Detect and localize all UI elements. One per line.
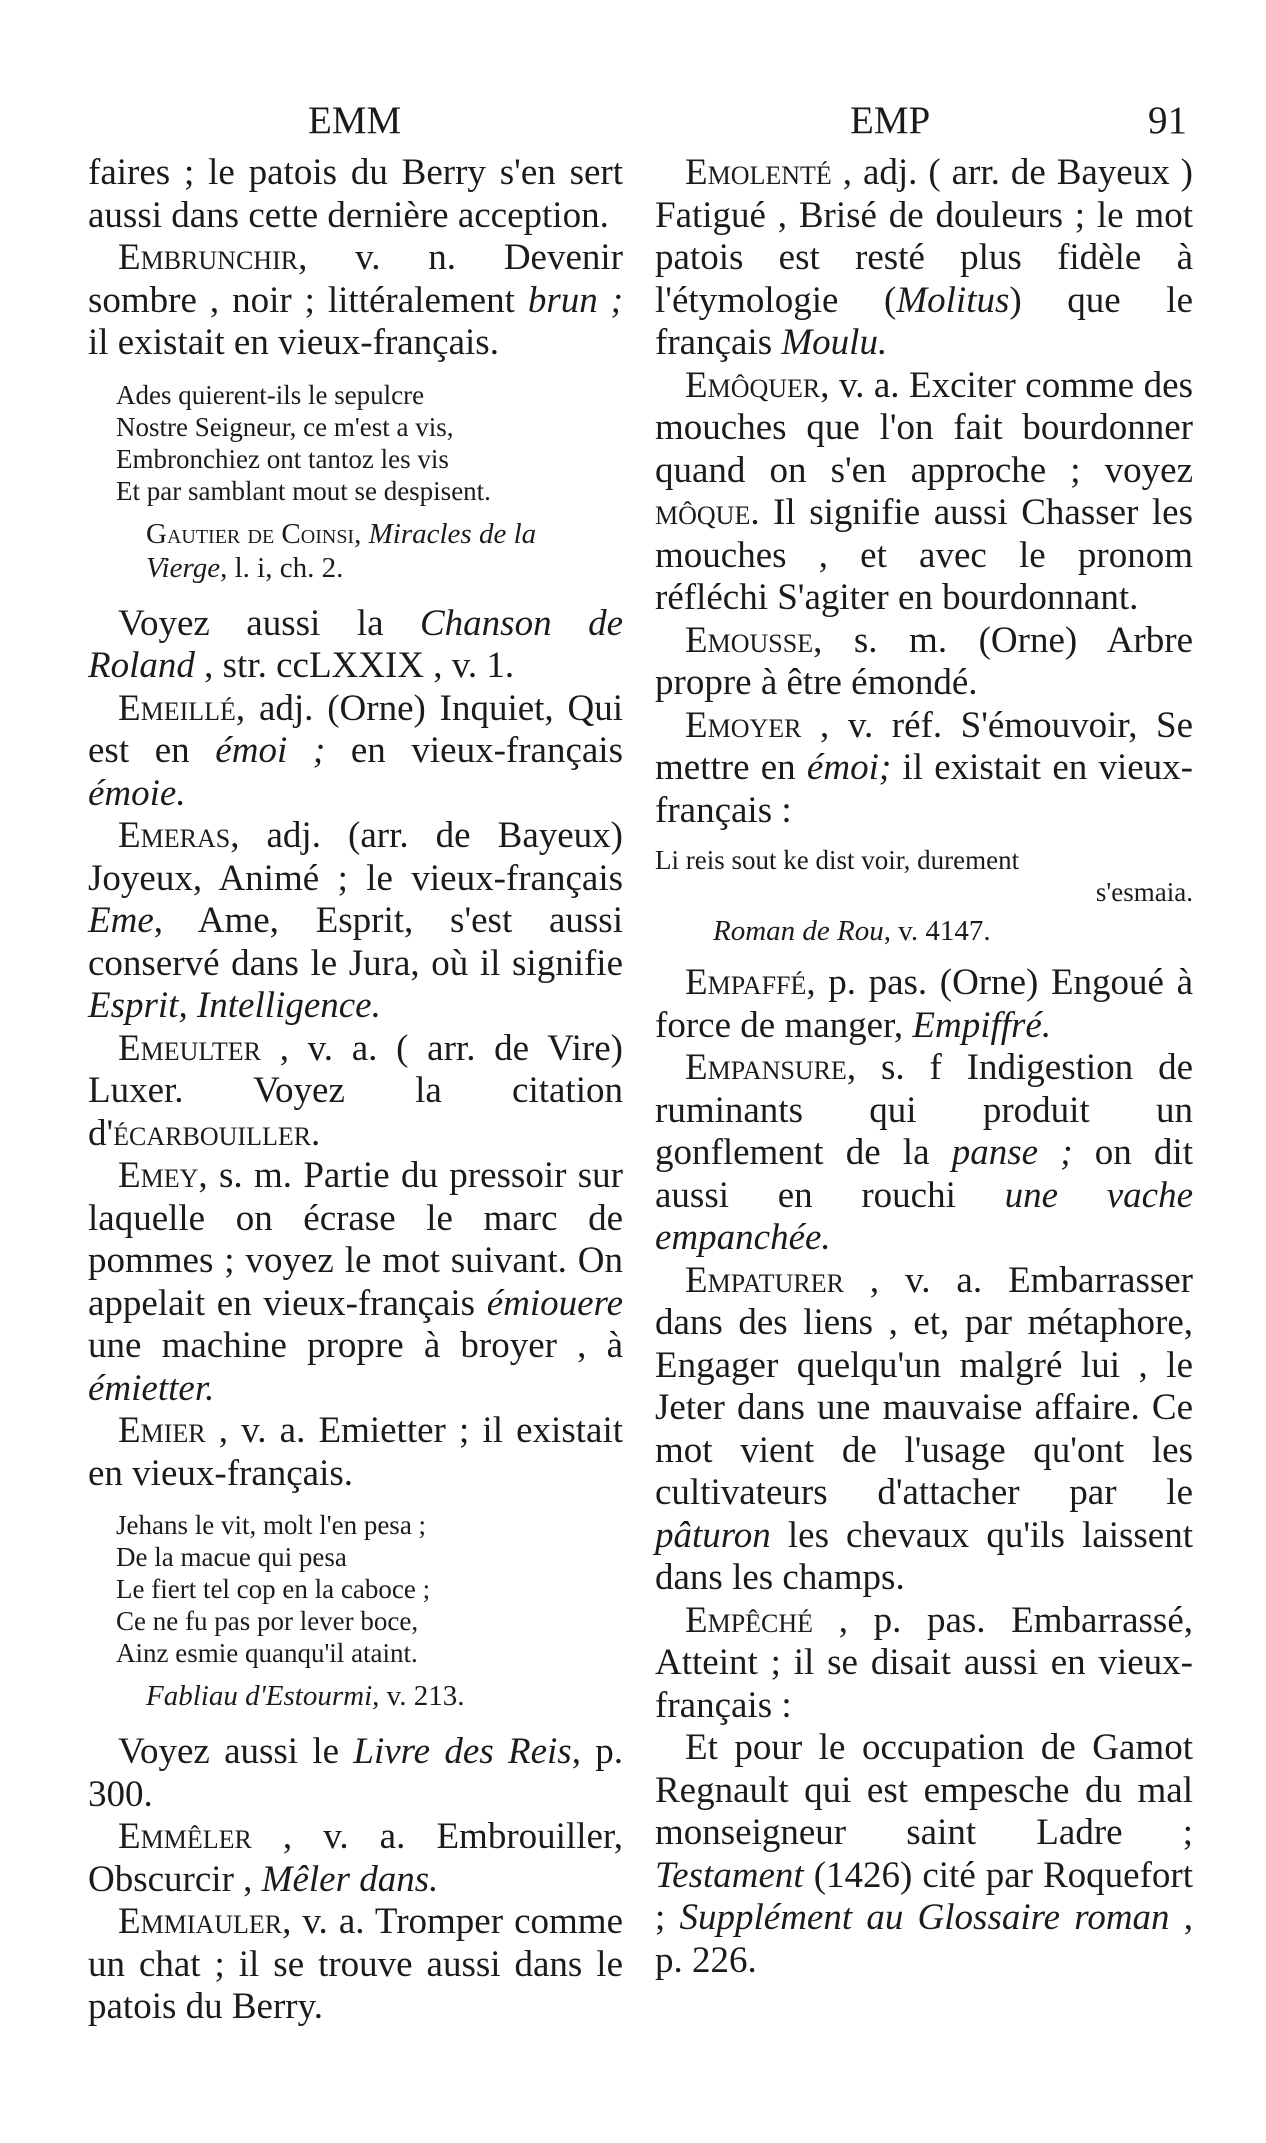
entry-emey: Emey, s. m. Partie du pressoir sur laquelle on écrase le marc de pommes ; voyez le mot suivant. On appelait en vieux-français émiouere une machine propre à broyer , à émietter. xyxy=(88,1155,623,1409)
right-column xyxy=(655,152,1193,1982)
entry-emeille: Emeillé, adj. (Orne) Inquiet, Qui est en émoi ; en vieux-français émoie. xyxy=(88,687,623,814)
page-number: 91 xyxy=(1148,99,1187,142)
verse-line: Embronchiez ont tantoz les vis xyxy=(116,443,449,474)
verse-line: Li reis sout ke dist voir, durement xyxy=(655,845,1020,875)
entry-emmiauler: Emmiauler, v. a. Tromper comme un chat ; il se trouve aussi dans le patois du Berry. xyxy=(88,1901,623,2027)
verse-line: Ainz esmie quanqu'il ataint. xyxy=(116,1638,418,1668)
cross-reference: écarbouiller. xyxy=(113,1112,321,1154)
entry-body: Emier , v. a. Emietter ; il existait en vieux-français. xyxy=(88,1410,623,1494)
entry-body: Emoyer , v. réf. S'émouvoir, Se mettre en émoi; il existait en vieux-français : xyxy=(655,704,1193,831)
headword: Emmiauler xyxy=(118,1901,283,1942)
entry-emmeler: Emmêler , v. a. Embrouiller, Obscurcir , Mêler dans. xyxy=(88,1816,623,1900)
verse-line: Nostre Seigneur, ce m'est a vis, xyxy=(116,411,454,442)
entry-body: Empêché , p. pas. Embarrassé, Atteint ; il se disait aussi en vieux-français : xyxy=(655,1599,1193,1726)
entry-emoquer: Emôquer, v. a. Exciter comme des mouches que l'on fait bourdonner quand on s'en approche ; voyez môque. Il signifie aussi Chasser les mouches , et avec le pronom réfléchi S'agiter en bourdonnant. xyxy=(655,364,1193,618)
entry-body: Voyez aussi la Chanson de Roland , str. ccLXXIX , v. 1. xyxy=(88,602,623,686)
verse-line: Ades quierent-ils le sepulcre xyxy=(116,379,425,410)
verse-line: s'esmaia. xyxy=(1095,877,1193,907)
quotation-source: Gautier de Coinsi, Miracles de la Vierge, l. i, ch. 2. xyxy=(146,517,537,584)
prose-citation: Et pour le occupation de Gamot Regnault qui est empesche du mal monseigneur saint Ladre ; Testament (1426) cité par Roquefort ; Supplément au Glossaire roman , p. 226. xyxy=(655,1727,1194,1981)
entry-body: Embrunchir, v. n. Devenir sombre , noir ; littéralement brun ; il existait en vieux-français. xyxy=(88,237,623,363)
headword: Empansure xyxy=(685,1047,847,1088)
verse-quotation xyxy=(655,844,1193,908)
headword: Empaturer xyxy=(685,1259,844,1301)
entry-empaturer: Empaturer , v. a. Embarrasser dans des liens , et, par métaphore, Engager quelqu'un malgré lui , le Jeter dans une mauvaise affaire. Ce mot vient de l'usage qu'ont les cultivateurs d'attacher par le pâturon les chevaux qu'ils laissent dans les champs. xyxy=(655,1259,1193,1598)
running-header xyxy=(0,98,1266,150)
headword: Emey xyxy=(118,1155,199,1196)
cross-reference: môque xyxy=(655,492,751,533)
entry-emier xyxy=(88,1410,623,1816)
entry-embrunchir xyxy=(88,237,623,688)
entry-empeche xyxy=(655,1600,1193,1983)
headword: Emier xyxy=(118,1410,206,1451)
quotation-source: Fabliau d'Estourmi, v. 213. xyxy=(146,1680,465,1712)
header-left-catchword: EMM xyxy=(308,99,402,142)
entry-emolente: Emolenté , adj. ( arr. de Bayeux ) Fatigué , Brisé de douleurs ; le mot patois est resté plus fidèle à l'étymologie (Molitus) que le français Moulu. xyxy=(655,152,1194,363)
entry-body: Voyez aussi le Livre des Reis, p. 300. xyxy=(88,1731,624,1815)
entry-emoyer xyxy=(655,705,1193,949)
headword: Emeulter xyxy=(118,1027,261,1069)
headword: Emeras xyxy=(118,815,231,856)
left-column xyxy=(88,152,623,2029)
headword: Emousse xyxy=(685,619,814,661)
verse-line: Ce ne fu pas por lever boce, xyxy=(116,1606,419,1636)
headword: Emolenté xyxy=(685,152,832,193)
entry-empaffe: Empaffé, p. pas. (Orne) Engoué à force de manger, Empiffré. xyxy=(655,962,1193,1046)
headword: Empaffé xyxy=(685,962,807,1003)
verse-line: Le fiert tel cop en la caboce ; xyxy=(116,1574,431,1604)
entry-emeulter: Emeulter , v. a. ( arr. de Vire) Luxer. Voyez la citation d'écarbouiller. xyxy=(88,1027,623,1154)
headword: Emeillé xyxy=(118,687,236,729)
header-right-catchword: EMP xyxy=(850,99,931,142)
entry-emeras: Emeras, adj. (arr. de Bayeux) Joyeux, Animé ; le vieux-français Eme, Ame, Esprit, s'est aussi conservé dans le Jura, où il signifie Esprit, Intelligence. xyxy=(88,815,623,1026)
headword: Empêché xyxy=(685,1599,814,1641)
continued-entry: faires ; le patois du Berry s'en sert aussi dans cette dernière acception. xyxy=(88,152,623,236)
quotation-source: Roman de Rou, v. 4147. xyxy=(713,915,991,947)
headword: Emmêler xyxy=(118,1816,252,1857)
headword: Embrunchir xyxy=(118,237,299,278)
headword: Emoyer xyxy=(685,704,802,746)
verse-line: Et par samblant mout se despisent. xyxy=(116,475,491,506)
verse-quotation xyxy=(88,379,623,507)
verse-line: Jehans le vit, molt l'en pesa ; xyxy=(116,1510,427,1540)
verse-line: De la macue qui pesa xyxy=(116,1542,347,1572)
entry-emousse: Emousse, s. m. (Orne) Arbre propre à être émondé. xyxy=(655,619,1193,703)
headword: Emôquer xyxy=(685,364,821,406)
verse-quotation xyxy=(88,1509,623,1669)
entry-empansure: Empansure, s. f Indigestion de ruminants qui produit un gonflement de la panse ; on dit aussi en rouchi une vache empanchée. xyxy=(655,1047,1193,1258)
